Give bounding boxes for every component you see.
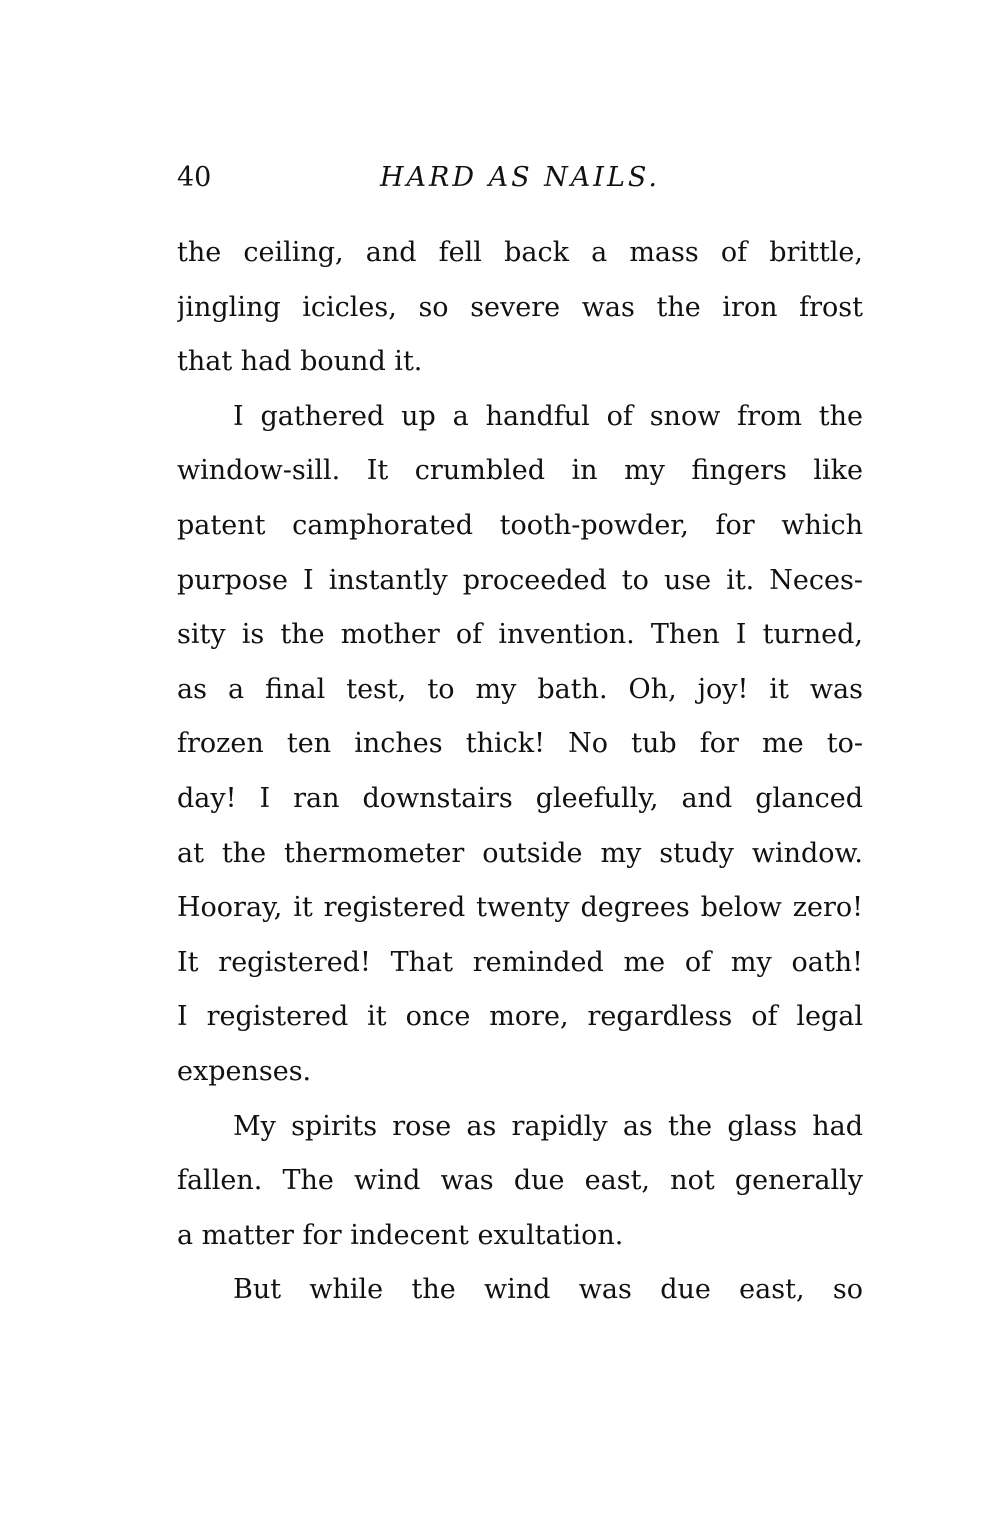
text-line: as a final test, to my bath. Oh, joy! it was: [177, 673, 863, 705]
text-line: that had bound it.: [177, 346, 423, 378]
text-line: patent camphorated tooth-powder, for which: [177, 509, 863, 541]
text-line: purpose I instantly proceeded to use it. Neces-: [177, 564, 863, 596]
text-line: fallen. The wind was due east, not generally: [177, 1165, 863, 1197]
text-line: expenses.: [177, 1055, 312, 1087]
text-line: frozen ten inches thick! No tub for me to-: [177, 728, 863, 760]
paragraph: [177, 1263, 863, 1318]
text-line: the ceiling, and fell back a mass of brittle,: [177, 237, 863, 268]
text-line: I registered it once more, regardless of legal: [177, 1001, 863, 1033]
page-header: [177, 158, 863, 198]
text-line: It registered! That reminded me of my oath!: [177, 946, 863, 978]
text-line: day! I ran downstairs gleefully, and glanced: [177, 782, 863, 814]
text-line: a matter for indecent exultation.: [177, 1219, 624, 1251]
paragraph: [177, 390, 863, 1100]
text-line: jingling icicles, so severe was the iron frost: [177, 291, 863, 323]
paragraph: [177, 1100, 863, 1264]
page-number: 40: [177, 162, 212, 193]
text-line: My spirits rose as rapidly as the glass had: [233, 1110, 863, 1142]
text-line: Hooray, it registered twenty degrees below zero!: [177, 892, 863, 924]
running-title: HARD AS NAILS.: [379, 162, 661, 193]
text-line: I gathered up a handful of snow from the: [233, 400, 863, 432]
text-line: window-sill. It crumbled in my fingers like: [177, 455, 863, 487]
body-text: [177, 226, 863, 1318]
paragraph: [177, 226, 863, 390]
text-line: But while the wind was due east, so: [233, 1274, 863, 1306]
text-line: sity is the mother of invention. Then I turned,: [177, 619, 863, 651]
text-line: at the thermometer outside my study window.: [177, 837, 863, 869]
